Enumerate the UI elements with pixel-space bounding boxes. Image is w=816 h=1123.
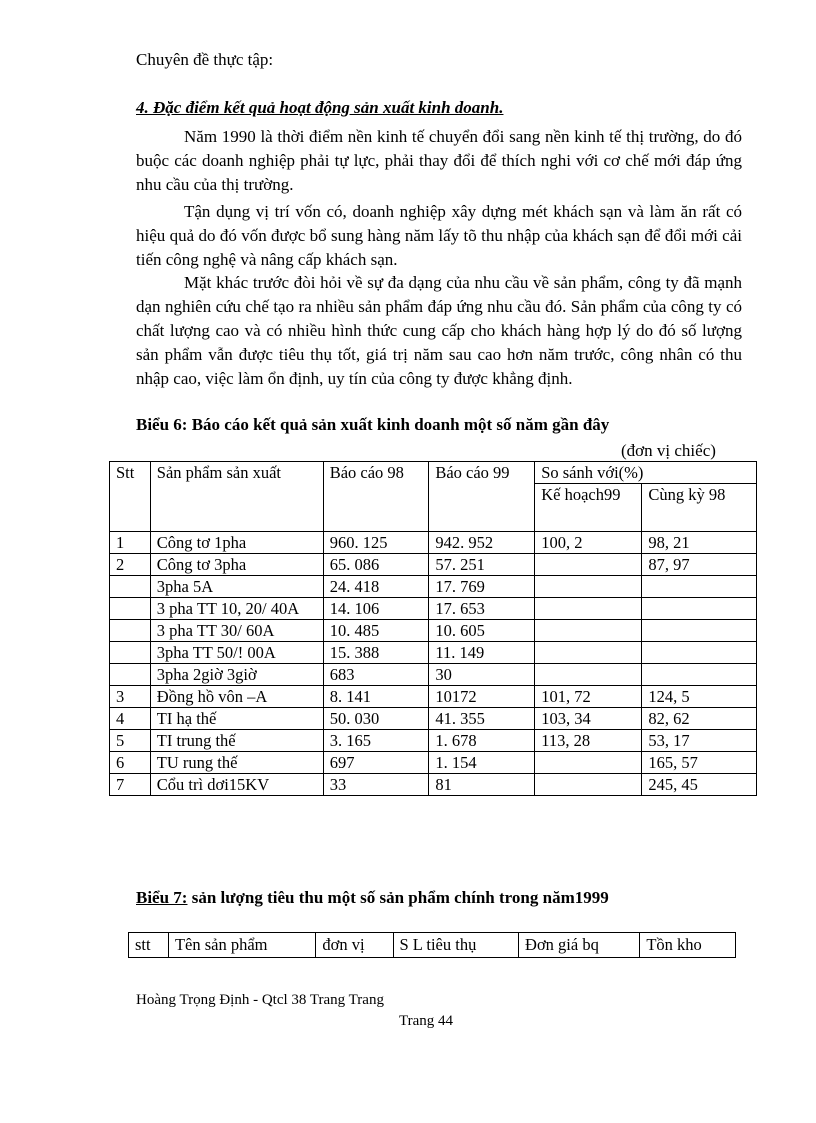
- cell-report98: 33: [323, 774, 429, 796]
- cell-product: Công tơ 1pha: [150, 532, 323, 554]
- header-compare: So sánh với(%): [535, 462, 757, 484]
- header-report98: Báo cáo 98: [323, 462, 429, 532]
- table-row: [110, 730, 757, 752]
- table-header-row: [129, 933, 736, 958]
- cell-same98: 98, 21: [642, 532, 757, 554]
- table7-header-cell: stt: [129, 933, 169, 958]
- cell-plan99: 103, 34: [535, 708, 642, 730]
- cell-report99: 11. 149: [429, 642, 535, 664]
- table-row: [110, 532, 757, 554]
- cell-product: TI trung thế: [150, 730, 323, 752]
- cell-stt: [110, 664, 151, 686]
- cell-plan99: [535, 576, 642, 598]
- table6-unit: (đơn vị chiếc): [621, 441, 716, 460]
- table7-header-cell: Tồn kho: [640, 933, 736, 958]
- cell-report99: 10172: [429, 686, 535, 708]
- header-report99: Báo cáo 99: [429, 462, 535, 532]
- table-row: [110, 774, 757, 796]
- header-stt: Stt: [110, 462, 151, 532]
- cell-plan99: [535, 664, 642, 686]
- cell-report98: 15. 388: [323, 642, 429, 664]
- cell-report98: 50. 030: [323, 708, 429, 730]
- cell-report99: 10. 605: [429, 620, 535, 642]
- table-row: [110, 686, 757, 708]
- cell-same98: 245, 45: [642, 774, 757, 796]
- table7-caption: [136, 888, 609, 908]
- cell-stt: 4: [110, 708, 151, 730]
- cell-plan99: 101, 72: [535, 686, 642, 708]
- cell-same98: [642, 664, 757, 686]
- cell-product: Đồng hồ vôn –A: [150, 686, 323, 708]
- cell-plan99: [535, 598, 642, 620]
- header-product: Sản phẩm sản xuất: [150, 462, 323, 532]
- cell-report99: 1. 678: [429, 730, 535, 752]
- cell-product: 3 pha TT 10, 20/ 40A: [150, 598, 323, 620]
- cell-plan99: [535, 554, 642, 576]
- cell-report99: 17. 769: [429, 576, 535, 598]
- header-same98: Cùng kỳ 98: [642, 484, 757, 532]
- cell-same98: [642, 620, 757, 642]
- table-row: [110, 598, 757, 620]
- table7-header-cell: Đơn giá bq: [519, 933, 640, 958]
- cell-stt: [110, 620, 151, 642]
- cell-report98: 10. 485: [323, 620, 429, 642]
- cell-plan99: [535, 620, 642, 642]
- cell-same98: [642, 598, 757, 620]
- cell-report98: 697: [323, 752, 429, 774]
- header-plan99: Kế hoạch99: [535, 484, 642, 532]
- cell-stt: [110, 598, 151, 620]
- cell-report99: 17. 653: [429, 598, 535, 620]
- cell-report99: 81: [429, 774, 535, 796]
- paragraph-1: Năm 1990 là thời điểm nền kinh tế chuyển đổi sang nền kinh tế thị trường, do đó buộc các doanh nghiệp phải tự lực, phải thay đổi để thích nghi với cơ chế mới đáp ứng nhu cầu của thị trường.: [136, 127, 742, 194]
- production-report-table: [109, 461, 757, 796]
- cell-stt: [110, 642, 151, 664]
- cell-stt: 7: [110, 774, 151, 796]
- cell-report98: 683: [323, 664, 429, 686]
- table7-header-cell: đơn vị: [316, 933, 393, 958]
- table-row: [110, 620, 757, 642]
- cell-report99: 30: [429, 664, 535, 686]
- page-header: Chuyên đề thực tập:: [136, 50, 274, 69]
- table-row: [110, 752, 757, 774]
- table-row: [110, 576, 757, 598]
- cell-stt: 5: [110, 730, 151, 752]
- cell-plan99: 113, 28: [535, 730, 642, 752]
- table-row: [110, 708, 757, 730]
- cell-report98: 8. 141: [323, 686, 429, 708]
- cell-report99: 57. 251: [429, 554, 535, 576]
- cell-report98: 14. 106: [323, 598, 429, 620]
- cell-plan99: 100, 2: [535, 532, 642, 554]
- cell-same98: 53, 17: [642, 730, 757, 752]
- footer-author: Hoàng Trọng Định - Qtcl 38 Trang Trang: [136, 992, 384, 1008]
- cell-stt: 2: [110, 554, 151, 576]
- cell-report99: 1. 154: [429, 752, 535, 774]
- table7-header-cell: Tên sản phẩm: [168, 933, 315, 958]
- cell-same98: 165, 57: [642, 752, 757, 774]
- cell-product: Cổu trì dơi15KV: [150, 774, 323, 796]
- cell-stt: 3: [110, 686, 151, 708]
- cell-report98: 960. 125: [323, 532, 429, 554]
- cell-plan99: [535, 642, 642, 664]
- table-row: [110, 664, 757, 686]
- cell-report98: 3. 165: [323, 730, 429, 752]
- cell-same98: 82, 62: [642, 708, 757, 730]
- paragraph-2: Tận dụng vị trí vốn có, doanh nghiệp xây dựng mét khách sạn và làm ăn rất có hiệu quả do đó vốn được bổ sung hàng năm lấy tõ thu nhập của khách sạn để đổi mới cải tiến công nghệ và nâng cấp khách sạn.: [136, 202, 742, 269]
- footer-page-number: Trang 44: [399, 1013, 454, 1029]
- cell-same98: [642, 576, 757, 598]
- section-title: 4. Đặc điểm kết quả hoạt động sản xuất kinh doanh.: [136, 98, 504, 117]
- cell-report98: 24. 418: [323, 576, 429, 598]
- sales-volume-table: [128, 932, 736, 958]
- paragraph-3: Mặt khác trước đòi hỏi về sự đa dạng của nhu cầu về sản phẩm, công ty đã mạnh dạn nghiên cứu chế tạo ra nhiều sản phẩm đáp ứng nhu cầu đó. Sản phẩm của công ty có chất lượng cao và có nhiều hình thức cung cấp cho khách hàng hợp lý do đó số lượng sản phẩm vẫn được tiêu thụ tốt, giá trị năm sau cao hơn năm trước, công nhân có thu nhập cao, việc làm ổn định, uy tín của công ty được khẳng định.: [136, 273, 742, 388]
- cell-stt: 1: [110, 532, 151, 554]
- cell-report98: 65. 086: [323, 554, 429, 576]
- cell-same98: 87, 97: [642, 554, 757, 576]
- cell-stt: [110, 576, 151, 598]
- table-row: [110, 642, 757, 664]
- table6-caption: Biểu 6: Báo cáo kết quả sản xuất kinh doanh một số năm gần đây: [136, 415, 610, 434]
- cell-report99: 41. 355: [429, 708, 535, 730]
- table7-caption-text: sản lượng tiêu thu một số sản phẩm chính trong năm1999: [187, 888, 609, 907]
- cell-stt: 6: [110, 752, 151, 774]
- cell-product: TU rung thế: [150, 752, 323, 774]
- cell-plan99: [535, 752, 642, 774]
- cell-product: 3 pha TT 30/ 60A: [150, 620, 323, 642]
- cell-plan99: [535, 774, 642, 796]
- cell-product: Công tơ 3pha: [150, 554, 323, 576]
- table7-header-cell: S L tiêu thụ: [393, 933, 519, 958]
- cell-same98: [642, 642, 757, 664]
- cell-report99: 942. 952: [429, 532, 535, 554]
- cell-product: 3pha 5A: [150, 576, 323, 598]
- cell-same98: 124, 5: [642, 686, 757, 708]
- table-header-row: [110, 462, 757, 484]
- cell-product: TI hạ thế: [150, 708, 323, 730]
- table-row: [110, 554, 757, 576]
- cell-product: 3pha TT 50/! 00A: [150, 642, 323, 664]
- cell-product: 3pha 2giờ 3giờ: [150, 664, 323, 686]
- table7-caption-label: Biểu 7:: [136, 888, 188, 907]
